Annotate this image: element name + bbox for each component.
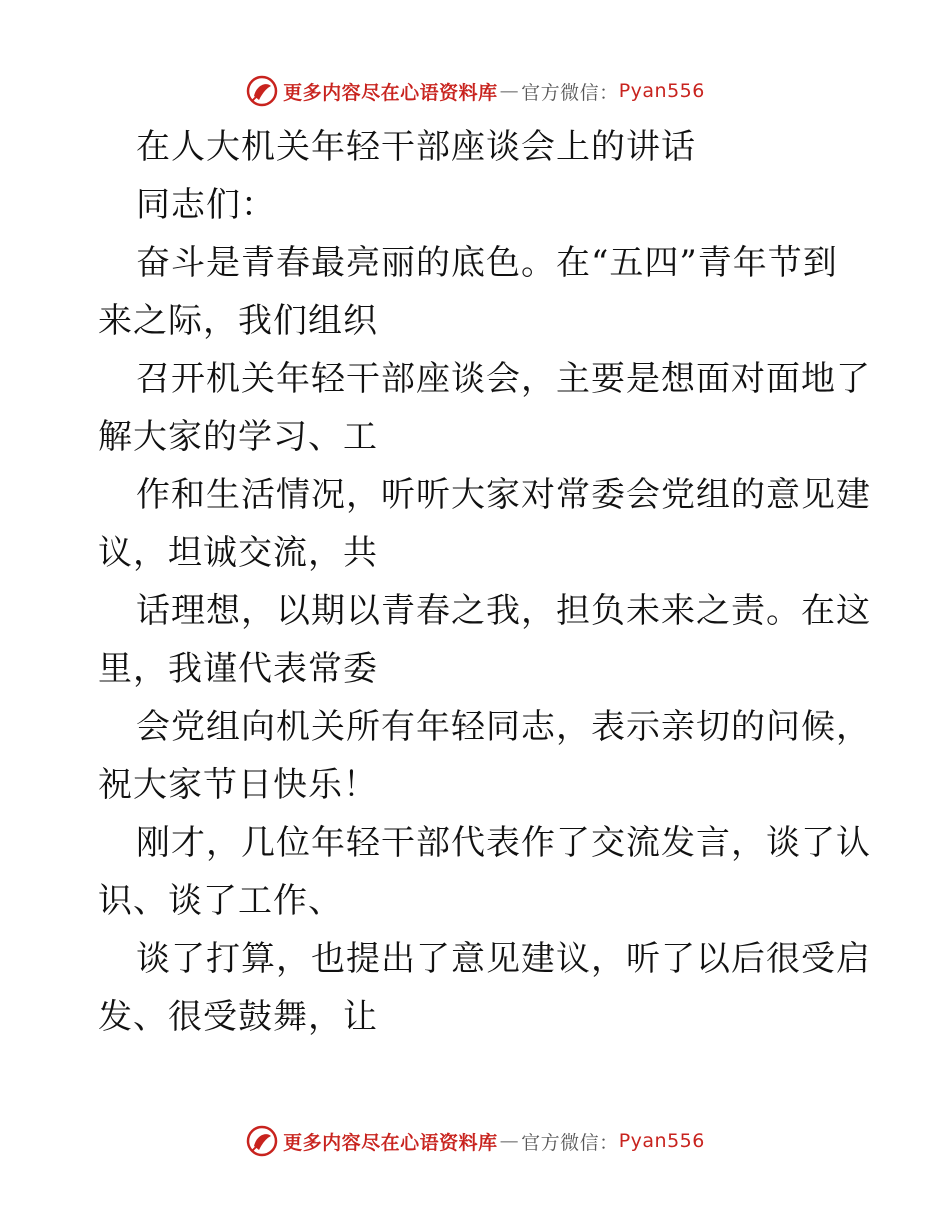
body-line: 祝大家节日快乐！ <box>98 765 378 805</box>
body-line: 会党组向机关所有年轻同志，表示亲切的问候， <box>136 707 871 747</box>
body-line: 话理想，以期以青春之我，担负未来之责。在这 <box>136 591 871 631</box>
watermark-brand-text: 更多内容尽在心语资料库 <box>283 81 498 104</box>
body-line: 解大家的学习、工 <box>98 417 378 457</box>
watermark-brand-text: 更多内容尽在心语资料库 <box>283 1131 498 1154</box>
document-title: 在人大机关年轻干部座谈会上的讲话 <box>136 127 696 167</box>
watermark-wechat-label: 官方微信： <box>521 1131 619 1154</box>
watermark-separator: — <box>499 80 520 102</box>
body-line: 来之际，我们组织 <box>98 301 378 341</box>
watermark-wechat-id: Pyan556 <box>618 80 705 102</box>
body-line: 谈了打算，也提出了意见建议，听了以后很受启 <box>136 939 871 979</box>
body-line: 召开机关年轻干部座谈会，主要是想面对面地了 <box>136 359 871 399</box>
header-watermark <box>0 74 950 108</box>
body-line: 奋斗是青春最亮丽的底色。在“五四”青年节到 <box>136 243 838 283</box>
body-line: 里，我谨代表常委 <box>98 649 378 689</box>
body-line: 刚才，几位年轻干部代表作了交流发言，谈了认 <box>136 823 871 863</box>
footer-watermark <box>0 1124 950 1158</box>
watermark-separator: — <box>499 1130 520 1152</box>
body-line: 识、谈了工作、 <box>98 881 343 921</box>
body-line: 发、很受鼓舞，让 <box>98 997 378 1037</box>
salutation: 同志们： <box>136 185 276 225</box>
body-line: 议，坦诚交流，共 <box>98 533 378 573</box>
body-line: 作和生活情况，听听大家对常委会党组的意见建 <box>136 475 871 515</box>
brand-logo-icon <box>245 74 279 108</box>
watermark-wechat-label: 官方微信： <box>521 81 619 104</box>
brand-logo-icon <box>245 1124 279 1158</box>
watermark-wechat-id: Pyan556 <box>618 1130 705 1152</box>
document-body <box>98 118 871 1046</box>
